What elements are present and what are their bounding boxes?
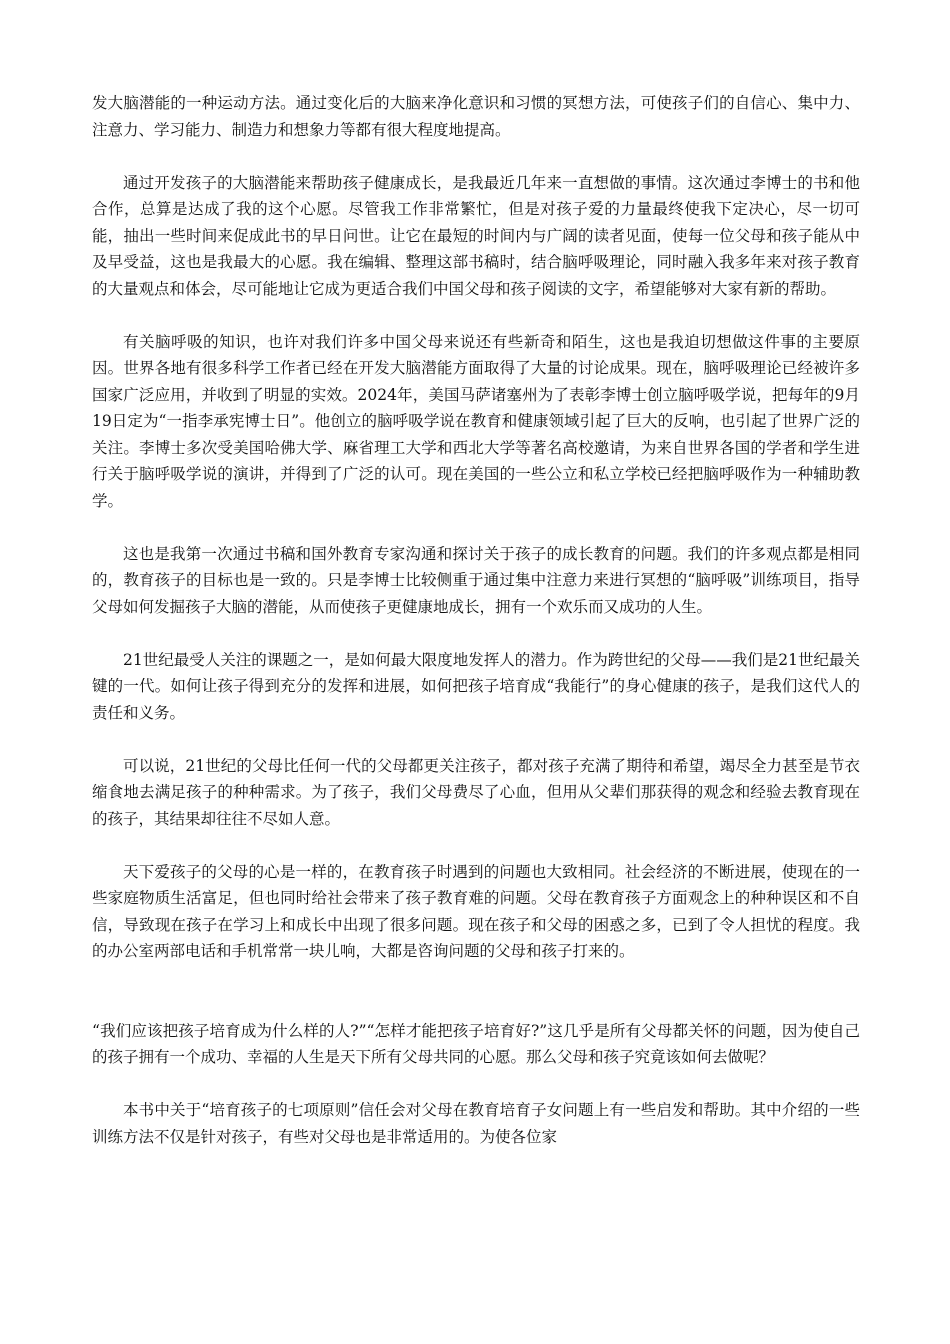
paragraph-5: 21世纪最受人关注的课题之一，是如何最大限度地发挥人的潜力。作为跨世纪的父母——我们是21世纪最关键的一代。如何让孩子得到充分的发挥和进展，如何把孩子培育成“我能行”的身心健康的孩子，是我们这代人的责任和义务。 [92, 650, 860, 722]
paragraph-7: 天下爱孩子的父母的心是一样的，在教育孩子时遇到的问题也大致相同。社会经济的不断进展，使现在的一些家庭物质生活富足，但也同时给社会带来了孩子教育难的问题。父母在教育孩子方面观念上的种种误区和不自信，导致现在孩子在学习上和成长中出现了很多问题。现在孩子和父母的困惑之多，已到了令人担忧的程度。我的办公室两部电话和手机常常一块儿响，大都是咨询问题的父母和孩子打来的。 [92, 862, 860, 960]
paragraph-2: 通过开发孩子的大脑潜能来帮助孩子健康成长，是我最近几年来一直想做的事情。这次通过李博士的书和他合作，总算是达成了我的这个心愿。尽管我工作非常繁忙，但是对孩子爱的力量最终使我下定决心，尽一切可能，抽出一些时间来促成此书的早日问世。让它在最短的时间内与广阔的读者见面，使每一位父母和孩子能从中及早受益，这也是我最大的心愿。我在编辑、整理这部书稿时，结合脑呼吸理论，同时融入我多年来对孩子教育的大量观点和体会，尽可能地让它成为更适合我们中国父母和孩子阅读的文字，希望能够对大家有新的帮助。 [92, 173, 860, 298]
paragraph-8: “我们应该把孩子培育成为什么样的人?”“怎样才能把孩子培育好?”这几乎是所有父母都关怀的问题，因为使自己的孩子拥有一个成功、幸福的人生是天下所有父母共同的心愿。那么父母和孩子究竟该如何去做呢？ [92, 1021, 860, 1066]
paragraph-6: 可以说，21世纪的父母比任何一代的父母都更关注孩子，都对孩子充满了期待和希望，竭尽全力甚至是节衣缩食地去满足孩子的种种需求。为了孩子，我们父母费尽了心血，但用从父辈们那获得的观念和经验去教育现在的孩子，其结果却往往不尽如人意。 [92, 756, 860, 828]
paragraph-3: 有关脑呼吸的知识，也许对我们许多中国父母来说还有些新奇和陌生，这也是我迫切想做这件事的主要原因。世界各地有很多科学工作者已经在开发大脑潜能方面取得了大量的讨论成果。现在，脑呼吸理论已经被许多国家广泛应用，并收到了明显的实效。2024年，美国马萨诸塞州为了表彰李博士创立脑呼吸学说，把每年的9月19日定为“一指李承宪博士日”。他创立的脑呼吸学说在教育和健康领域引起了巨大的反响，也引起了世界广泛的关注。李博士多次受美国哈佛大学、麻省理工大学和西北大学等著名高校邀请，为来自世界各国的学者和学生进行关于脑呼吸学说的演讲，并得到了广泛的认可。现在美国的一些公立和私立学校已经把脑呼吸作为一种辅助教学。 [92, 332, 860, 510]
paragraph-4: 这也是我第一次通过书稿和国外教育专家沟通和探讨关于孩子的成长教育的问题。我们的许多观点都是相同的，教育孩子的目标也是一致的。只是李博士比较侧重于通过集中注意力来进行冥想的“脑呼吸”训练项目，指导父母如何发掘孩子大脑的潜能，从而使孩子更健康地成长，拥有一个欢乐而又成功的人生。 [92, 544, 860, 616]
paragraph-1: 发大脑潜能的一种运动方法。通过变化后的大脑来净化意识和习惯的冥想方法，可使孩子们的自信心、集中力、注意力、学习能力、制造力和想象力等都有很大程度地提高。 [92, 94, 860, 139]
document-body [92, 90, 860, 1177]
paragraph-9: 本书中关于“培育孩子的七项原则”信任会对父母在教育培育子女问题上有一些启发和帮助。其中介绍的一些训练方法不仅是针对孩子，有些对父母也是非常适用的。为使各位家 [92, 1101, 860, 1146]
